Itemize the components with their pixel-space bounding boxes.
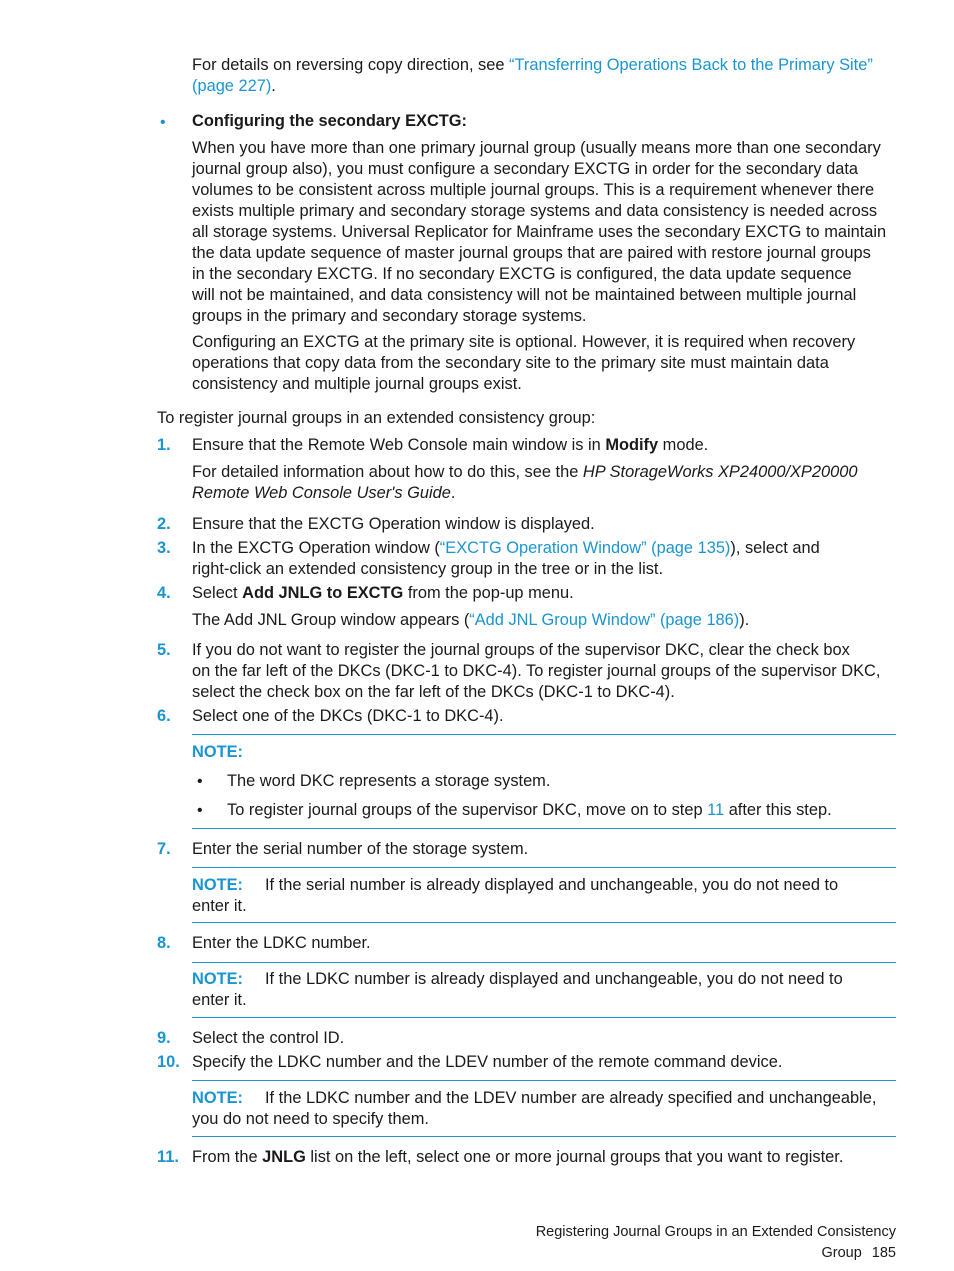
link-transferring-operations[interactable]: “Transferring Operations Back to the Primary Site” — [509, 56, 873, 74]
step-1-text: Ensure that the Remote Web Console main window is in Modify mode. — [192, 436, 709, 454]
step-number: 8. — [157, 934, 171, 952]
intro-paragraph: For details on reversing copy direction, see “Transferring Operations Back to the Primary Site” (page 227). — [192, 56, 873, 95]
footer-title: Registering Journal Groups in an Extended Consistency Group — [535, 1224, 896, 1261]
step-11-text: From the JNLG list on the left, select one or more journal groups that you want to register. — [192, 1148, 844, 1166]
step-number: 9. — [157, 1029, 171, 1047]
note-rule — [192, 1080, 896, 1081]
step-8-text: Enter the LDKC number. — [192, 934, 371, 952]
step-10-note: NOTE: If the LDKC number and the LDEV number are already specified and unchangeable, you do not need to specify them. — [192, 1089, 877, 1128]
step-7-note: NOTE: If the serial number is already displayed and unchangeable, you do not need to enter it. — [192, 876, 839, 915]
secondary-para-1: When you have more than one primary journal group (usually means more than one secondary journal group also), you must configure a secondary EXCTG in order for the secondary data volumes to be consistent across multiple journal groups. This is a requirement whenever there exists multiple primary and secondary storage systems and data consistency is needed across all storage systems. Universal Replicator for Mainframe uses the secondary EXCTG to maintain the data update sequence of master journal groups that are paired with restore journal groups in the secondary EXCTG. If no secondary EXCTG is configured, the data update sequence will not be maintained, and data consistency will not be maintained between multiple journal groups in the primary and secondary storage systems. — [192, 139, 887, 325]
secondary-para-2: Configuring an EXCTG at the primary site is optional. However, it is required when recovery operations that copy data from the secondary site to the primary site must maintain data consistency and multiple journal groups exist. — [192, 333, 856, 393]
step-8-note: NOTE: If the LDKC number is already displayed and unchangeable, you do not need to enter it. — [192, 970, 843, 1009]
link-step-11[interactable]: 11 — [707, 801, 725, 819]
link-exctg-operation-window[interactable]: “EXCTG Operation Window” (page 135) — [439, 539, 731, 557]
procedure-intro: To register journal groups in an extended consistency group: — [157, 409, 596, 427]
note-rule — [192, 867, 896, 868]
step-number: 3. — [157, 539, 171, 557]
step-number: 1. — [157, 436, 171, 454]
step-10-text: Specify the LDKC number and the LDEV number of the remote command device. — [192, 1053, 783, 1071]
secondary-heading: Configuring the secondary EXCTG: — [192, 112, 468, 130]
step-1-detail: For detailed information about how to do this, see the HP StorageWorks XP24000/XP20000 Remote Web Console User's Guide. — [192, 463, 858, 502]
bullet-icon: • — [197, 773, 203, 790]
step-4-detail: The Add JNL Group window appears (“Add JNL Group Window” (page 186)). — [192, 611, 750, 629]
step-number: 4. — [157, 584, 171, 602]
step-7-text: Enter the serial number of the storage system. — [192, 840, 529, 858]
step-number: 5. — [157, 641, 171, 659]
note-rule — [192, 922, 896, 923]
note-bullet-1: The word DKC represents a storage system. — [227, 772, 551, 790]
note-rule — [192, 828, 896, 829]
note-rule — [192, 734, 896, 735]
note-rule — [192, 1017, 896, 1018]
note-rule — [192, 1136, 896, 1137]
step-4-text: Select Add JNLG to EXCTG from the pop-up menu. — [192, 584, 574, 602]
step-5-text: If you do not want to register the journal groups of the supervisor DKC, clear the check box on the far left of the DKCs (DKC-1 to DKC-4). To register journal groups of the supervisor DKC, select the check box on the far left of the DKCs (DKC-1 to DKC-4). — [192, 641, 881, 701]
note-bullet-2: To register journal groups of the supervisor DKC, move on to step 11 after this step. — [227, 801, 832, 819]
step-2-text: Ensure that the EXCTG Operation window is displayed. — [192, 515, 595, 533]
link-page-227[interactable]: (page 227) — [192, 77, 272, 95]
step-6-text: Select one of the DKCs (DKC-1 to DKC-4). — [192, 707, 504, 725]
step-number: 2. — [157, 515, 171, 533]
step-number: 10. — [157, 1053, 180, 1071]
step-number: 7. — [157, 840, 171, 858]
page-footer — [470, 1222, 896, 1264]
step-number: 6. — [157, 707, 171, 725]
page-number: 185 — [871, 1245, 896, 1261]
step-3-text: In the EXCTG Operation window (“EXCTG Operation Window” (page 135)), select and right-click an extended consistency group in the tree or in the list. — [192, 539, 820, 578]
bullet-icon: • — [197, 802, 203, 819]
note-label: NOTE: — [192, 743, 243, 761]
step-number: 11. — [157, 1148, 179, 1166]
step-9-text: Select the control ID. — [192, 1029, 345, 1047]
bullet-icon: • — [160, 114, 166, 131]
note-rule — [192, 962, 896, 963]
link-add-jnl-group-window[interactable]: “Add JNL Group Window” (page 186) — [469, 611, 740, 629]
